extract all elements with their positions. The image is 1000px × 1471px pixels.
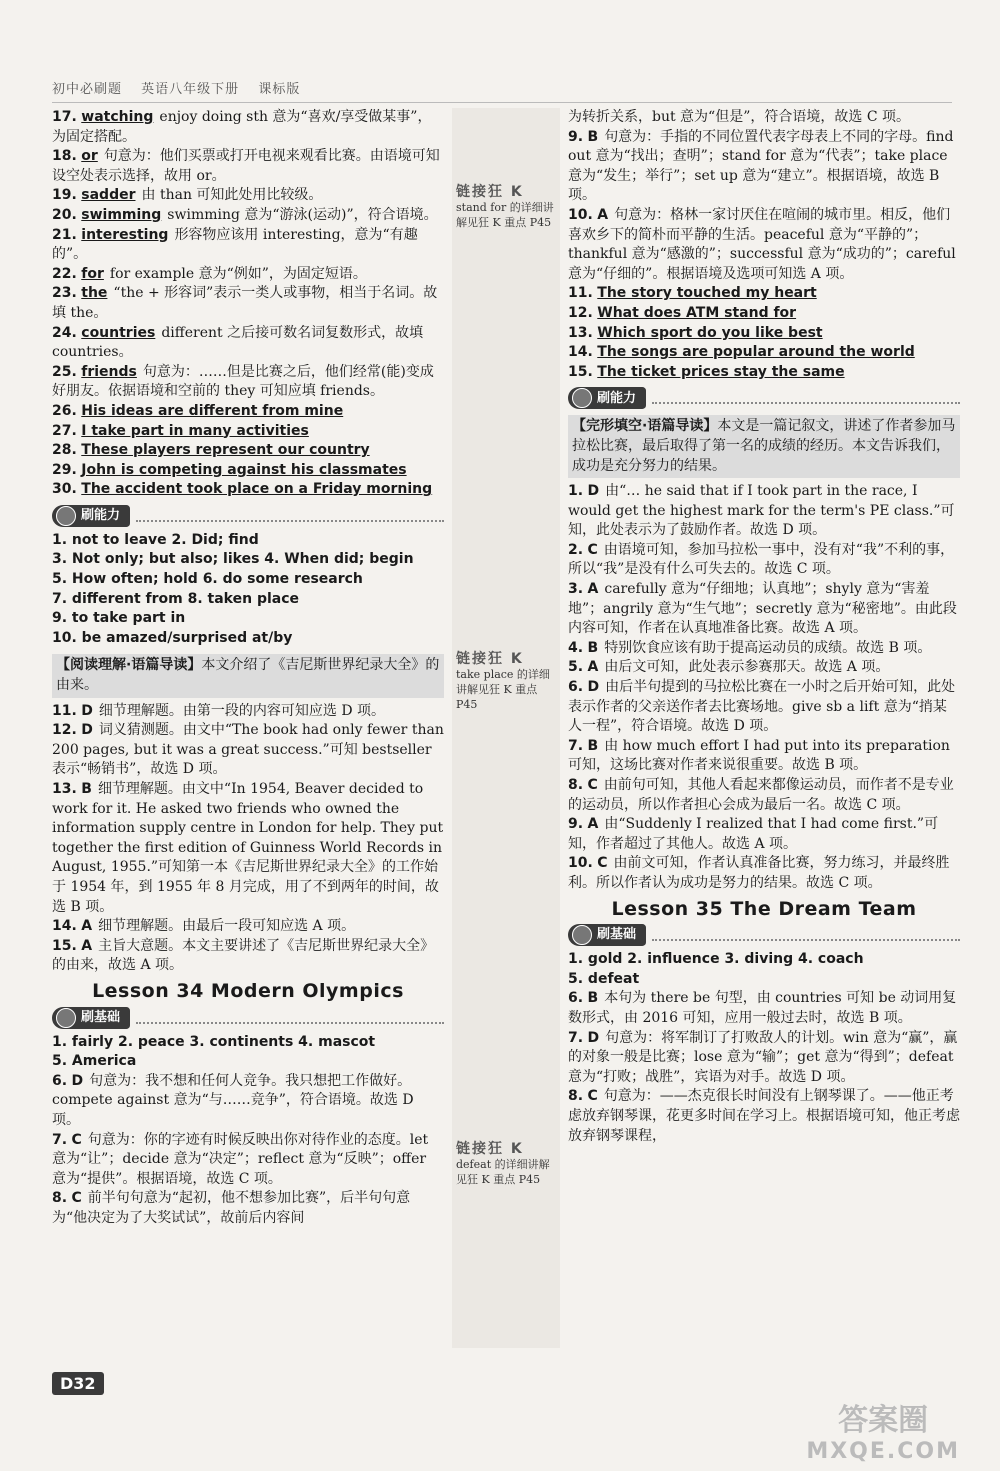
phrase-line: 3. Not only; but also; likes 4. When did; begin [52,551,414,568]
answer-item: 23. the “the + 形容词”表示一类人或事物，相当于名词。故填 the。 [52,285,438,321]
header-divider [52,102,952,103]
answer-item: 8. C 前半句句意为“起初，他不想参加比赛”，后半句句意为“他决定为了大奖试试”，故前后内容间 [52,1190,411,1226]
cloze-intro: 【完形填空·语篇导读】本文是一篇记叙文，讲述了作者参加马拉松比赛，最后取得了第一名的成绩的经历。本文告诉我们，成功是充分努力的结果。 [568,415,960,478]
answer-item: 6. D 句意为：我不想和任何人竞争。我只想把工作做好。compete against 意为“与……竞争”，符合语境。故选 D 项。 [52,1072,414,1128]
answer-item: 8. C 由前句可知，其他人看起来都像运动员，而作者不是专业的运动员，所以作者担心会成为最后一名。故选 C 项。 [568,777,954,813]
sentence-answer: 15. The ticket prices stay the same [568,363,845,380]
dotted-rule [136,510,444,522]
answer-item: 4. B 特别饮食应该有助于提高运动员的成绩。故选 B 项。 [568,639,932,656]
answer-item: 11. D 细节理解题。由第一段的内容可知应选 D 项。 [52,702,386,719]
answer-item: 7. C 句意为：你的字迹有时候反映出你对待作业的态度。let 意为“让”；decide 意为“决定”；reflect 意为“反映”；offer 意为“提供”。根据语境，故选 C 项。 [52,1131,429,1187]
section-badge: 刷基础 [52,1007,130,1029]
left-answers-a [52,108,444,402]
section-badge: 刷能力 [52,505,130,527]
answer-item: 1. D 由“… he said that if I took part in the race, I would get the highest mark for the term's PE class.”可知，此处表示为了鼓励作者。故选 D 项。 [568,483,955,539]
choice-answers [52,1072,444,1229]
note-title: 链接狂 K [456,1141,524,1157]
sentence-answer: 27. I take part in many activities [52,422,309,439]
sentence-answer: 28. These players represent our country [52,442,370,459]
answer-item: 7. B 由 how much effort I had put into its preparation 可知，这场比赛对作者来说很重要。故选 B 项。 [568,737,950,774]
answer-item: 24. countries different 之后接可数名词复数形式，故填 countries。 [52,324,424,361]
pencil-badge-icon [56,1008,76,1028]
margin-note [456,652,554,712]
answer-item: 6. B 本句为 there be 句型，由 countries 可知 be 动词用复数形式，由 2016 可知，应用一般过去时，故选 B 项。 [568,990,957,1026]
answer-item: 6. D 由后半句提到的马拉松比赛在一小时之后开始可知，此处表示作者的父亲送作者去比赛场地。give sb a lift 意为“捎某人一程”，符合语境。故选 D 项。 [568,679,956,735]
answer-item: 18. or 句意为：他们买票或打开电视来观看比赛。由语境可知设空处表示选择，故用 or。 [52,148,440,184]
answer-item: 7. D 句意为：将军制订了打败敌人的计划。win 意为“赢”，赢的对象一般是比赛；lose 意为“输”；get 意为“得到”；defeat 意为“打败；战胜”，宾语为对手。故选 D 项。 [568,1029,958,1085]
answer-item: 12. D 词义猜测题。由文中“The book had only fewer than 200 pages, but it was a great success.”可知 bestseller 表示“畅销书”，故选 D 项。 [52,722,444,778]
margin-note [456,185,554,230]
sentence-answer: 13. Which sport do you like best [568,324,823,341]
answer-item: 14. A 细节理解题。由最后一段可知应选 A 项。 [52,918,356,935]
vocab-line: 5. defeat [568,970,640,987]
sentence-answer: 29. John is competing against his classmates [52,461,407,478]
left-sentences [52,402,444,500]
vocab-line: 1. fairly 2. peace 3. continents 4. mascot [52,1033,376,1050]
answer-item: 2. C 由语境可知，参加马拉松一事中，没有对“我”不利的事，所以“我”是没有什么可失去的。故选 C 项。 [568,541,955,578]
answer-item: 9. A 由“Suddenly I realized that I had come first.”可知，作者超过了其他人。故选 A 项。 [568,816,939,852]
answer-item: 15. A 主旨大意题。本文主要讲述了《吉尼斯世界纪录大全》的由来，故选 A 项。 [52,937,435,974]
vocab-answers [52,1033,444,1072]
answer-item: 25. friends 句意为：……但是比赛之后，他们经常(能)变成好朋友。依据语境和空前的 they 可知应填 friends。 [52,363,434,400]
vocab-line: 5. America [52,1053,137,1070]
dotted-rule [652,392,960,404]
left-column [52,108,444,1228]
watermark-logo: 答案圈 MXQE.COM [806,1403,960,1464]
pencil-badge-icon [56,506,76,526]
pencil-badge-icon [572,925,592,945]
section-heading [52,1007,444,1029]
answer-item: 为转折关系，but 意为“但是”，符合语境，故选 C 项。 [568,109,910,125]
dotted-rule [136,1012,444,1024]
reading-answers [52,702,444,976]
answer-item: 22. for for example 意为“例如”，为固定短语。 [52,265,367,282]
note-title: 链接狂 K [456,651,524,667]
book-name: 初中必刷题 [52,82,123,97]
section-badge: 刷能力 [568,387,646,409]
page-header [52,78,314,97]
vocab-line: 1. gold 2. influence 3. diving 4. coach [568,951,864,968]
right-answers-a [568,108,960,284]
section-heading [568,387,960,409]
note-text: take place 的详细讲解见狂 K 重点 P45 [456,668,550,711]
phrase-line: 7. different from 8. taken place [52,590,300,607]
right-sentences [568,284,960,382]
answer-item: 8. C 句意为：——杰克很长时间没有上钢琴课了。——他正考虑放弃钢琴课，花更多时间在学习上。根据语境可知，他正考虑放弃钢琴课程， [568,1088,960,1144]
cloze-answers [568,482,960,893]
dotted-rule [652,929,960,941]
phrase-line: 10. be amazed/surprised at/by [52,629,293,646]
fill-phrases [52,531,444,649]
note-text: stand for 的详细讲解见狂 K 重点 P45 [456,201,554,229]
answer-item: 13. B 细节理解题。由文中“In 1954, Beaver decided to work for it. He asked two friends who owned the information supply centre in London for help. They put together the first edition of Guinness World Records in August, 1955.”可知第一本《吉尼斯世界纪录大全》的工作始于 1954 年，到 1955 年 8 月完成，用了不到两年的时间，故选 B 项。 [52,781,444,915]
answer-item: 10. A 句意为：格林一家讨厌住在喧闹的城市里。相反，他们喜欢乡下的简朴而平静的生活。peaceful 意为“平静的”；thankful 意为“感激的”；successful 意为“成功的”；careful 意为“仔细的”。根据语境及选项可知选 A 项。 [568,206,956,282]
answer-item: 21. interesting 形容物应该用 interesting，意为“有趣的”。 [52,226,418,263]
answer-item: 20. swimming swimming 意为“游泳(运动)”，符合语境。 [52,206,438,223]
sentence-answer: 11. The story touched my heart [568,285,817,302]
sentence-answer: 26. His ideas are different from mine [52,402,344,419]
note-text: defeat 的详细讲解见狂 K 重点 P45 [456,1158,550,1186]
section-badge: 刷基础 [568,924,646,946]
lesson-title: Lesson 35 The Dream Team [611,897,917,920]
margin-note [456,1142,554,1187]
choice-answers [568,989,960,1146]
right-column [568,108,960,1146]
subject-name: 英语八年级下册 [141,82,240,97]
sentence-answer: 12. What does ATM stand for [568,304,797,321]
sentence-answer: 30. The accident took place on a Friday morning [52,481,433,498]
section-heading [568,924,960,946]
vocab-answers [568,950,960,989]
phrase-line: 5. How often; hold 6. do some research [52,571,363,588]
note-title: 链接狂 K [456,184,524,200]
phrase-line: 1. not to leave 2. Did; find [52,531,259,548]
answer-item: 3. A carefully 意为“仔细地；认真地”；shyly 意为“害羞地”；angrily 意为“生气地”；secretly 意为“秘密地”。由此段内容可知，作者在认真地准备比赛。故选 A 项。 [568,581,957,637]
answer-item: 5. A 由后文可知，此处表示参赛那天。故选 A 项。 [568,659,890,676]
answer-item: 19. sadder 由 than 可知此处用比较级。 [52,187,323,204]
reading-intro: 【阅读理解·语篇导读】本文介绍了《吉尼斯世界纪录大全》的由来。 [52,654,444,697]
lesson-title: Lesson 34 Modern Olympics [92,979,404,1002]
sentence-answer: 14. The songs are popular around the world [568,344,915,361]
page-number: D32 [52,1372,104,1395]
edition-name: 课标版 [258,82,301,97]
section-heading [52,505,444,527]
phrase-line: 9. to take part in [52,610,186,627]
answer-item: 17. watching enjoy doing sth 意为“喜欢/享受做某事”，为固定搭配。 [52,109,432,145]
pencil-badge-icon [572,388,592,408]
answer-item: 9. B 句意为：手指的不同位置代表字母表上不同的字母。find out 意为“找出；查明”；stand for 意为“代表”；take place 意为“发生；举行”；set up 意为“建立”。根据语境，故选 B 项。 [568,128,954,204]
answer-item: 10. C 由前文可知，作者认真准备比赛，努力练习，并最终胜利。所以作者认为成功是努力的结果。故选 C 项。 [568,855,950,891]
